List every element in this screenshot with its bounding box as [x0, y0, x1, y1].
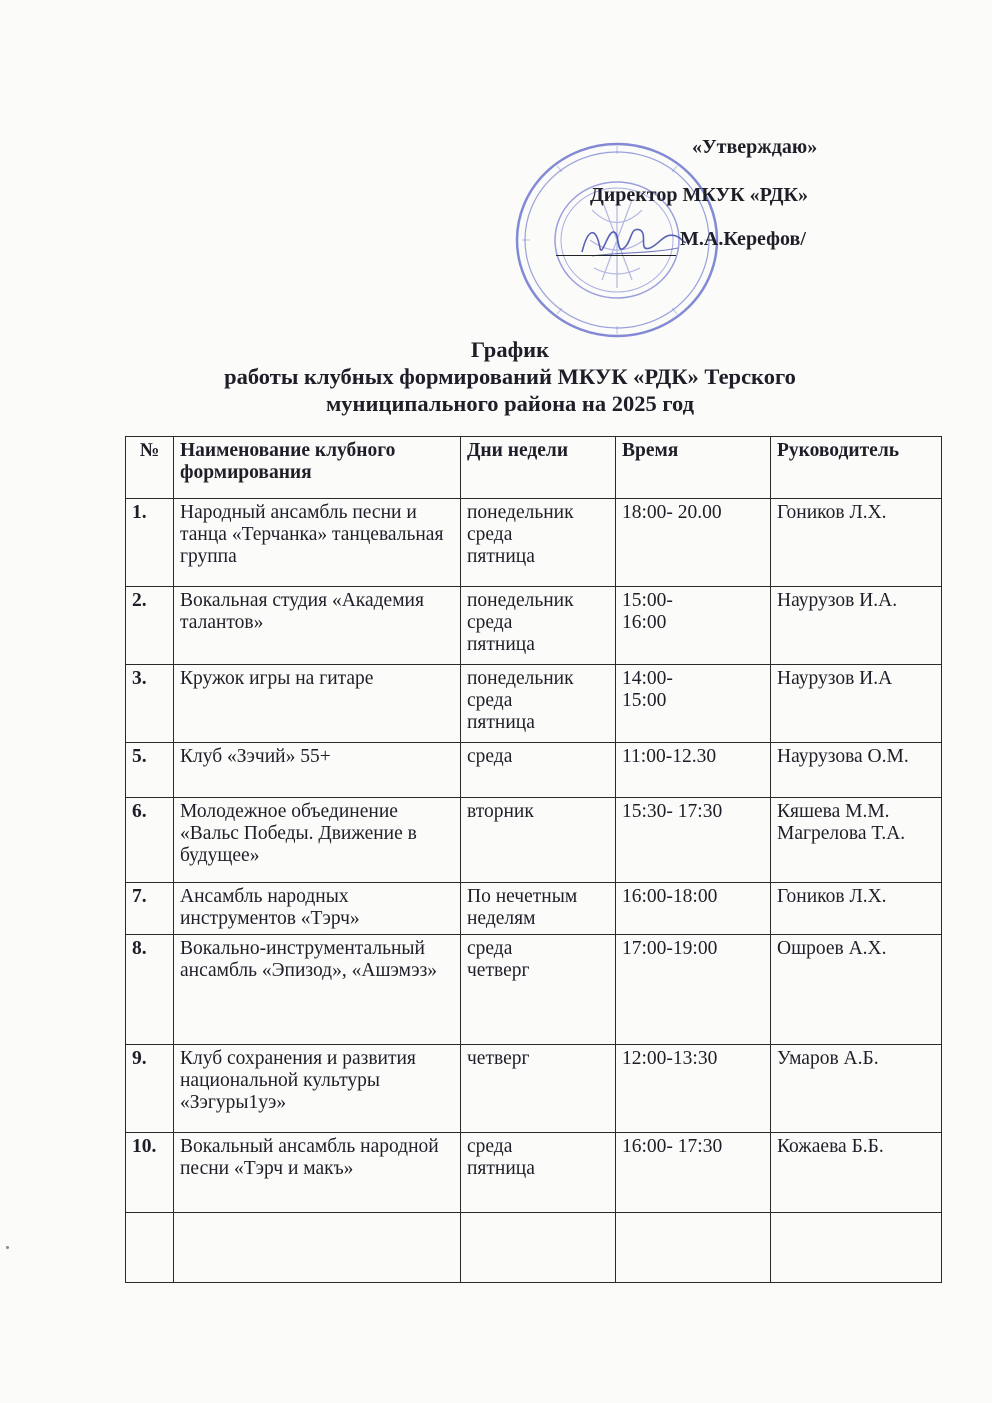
row-num: 6.	[126, 798, 174, 883]
row-days: среда пятница	[461, 1133, 616, 1213]
row-time: 18:00- 20.00	[616, 499, 771, 587]
header-leader: Руководитель	[771, 437, 942, 499]
row-leader: Умаров А.Б.	[771, 1045, 942, 1133]
empty-cell	[126, 1213, 174, 1283]
table-row	[126, 499, 942, 587]
schedule-table	[125, 436, 942, 1283]
table-row	[126, 587, 942, 665]
row-time: 15:00- 16:00	[616, 587, 771, 665]
table-row	[126, 798, 942, 883]
title-line-3: муниципального района на 2025 год	[325, 391, 695, 416]
header-num: №	[126, 437, 174, 499]
row-time: 11:00-12.30	[616, 743, 771, 798]
row-name: Клуб сохранения и развития национальной культуры «Зэгуры1уэ»	[174, 1045, 461, 1133]
empty-cell	[461, 1213, 616, 1283]
row-num: 10.	[126, 1133, 174, 1213]
row-leader: Гоников Л.Х.	[771, 883, 942, 935]
row-name: Вокальная студия «Академия талантов»	[174, 587, 461, 665]
approval-line-3: М.А.Керефов/	[680, 228, 806, 250]
table-row	[126, 935, 942, 1045]
row-leader: Кожаева Б.Б.	[771, 1133, 942, 1213]
table-row	[126, 743, 942, 798]
row-num: 7.	[126, 883, 174, 935]
row-days: четверг	[461, 1045, 616, 1133]
row-time: 17:00-19:00	[616, 935, 771, 1045]
row-name: Народный ансамбль песни и танца «Терчанка» танцевальная группа	[174, 499, 461, 587]
row-num: 2.	[126, 587, 174, 665]
row-num: 3.	[126, 665, 174, 743]
header-days: Дни недели	[461, 437, 616, 499]
row-name: Вокально-инструментальный ансамбль «Эпизод», «Ашэмэз»	[174, 935, 461, 1045]
row-days: По нечетным неделям	[461, 883, 616, 935]
row-days: понедельник среда пятница	[461, 665, 616, 743]
row-name: Молодежное объединение «Вальс Победы. Движение в будущее»	[174, 798, 461, 883]
row-time: 15:30- 17:30	[616, 798, 771, 883]
row-leader: Наурузова О.М.	[771, 743, 942, 798]
scan-speck	[6, 1246, 9, 1249]
header-name: Наименование клубного формирования	[174, 437, 461, 499]
row-time: 16:00- 17:30	[616, 1133, 771, 1213]
row-leader: Наурузов И.А.	[771, 587, 942, 665]
row-num: 1.	[126, 499, 174, 587]
title-line-2: работы клубных формирований МКУК «РДК» Терского	[224, 364, 796, 389]
row-name: Вокальный ансамбль народной песни «Тэрч и макъ»	[174, 1133, 461, 1213]
row-days: понедельник среда пятница	[461, 587, 616, 665]
header-time: Время	[616, 437, 771, 499]
row-num: 5.	[126, 743, 174, 798]
document-title	[130, 336, 890, 417]
empty-cell	[174, 1213, 461, 1283]
signature-line	[556, 255, 676, 256]
approval-line-1: «Утверждаю»	[692, 136, 818, 158]
row-name: Кружок игры на гитаре	[174, 665, 461, 743]
row-num: 8.	[126, 935, 174, 1045]
table-row	[126, 1045, 942, 1133]
row-name: Ансамбль народных инструментов «Тэрч»	[174, 883, 461, 935]
approval-line-2: Директор МКУК «РДК»	[590, 184, 808, 206]
table-row	[126, 1133, 942, 1213]
row-num: 9.	[126, 1045, 174, 1133]
row-days: понедельник среда пятница	[461, 499, 616, 587]
row-leader: Наурузов И.А	[771, 665, 942, 743]
row-days: среда четверг	[461, 935, 616, 1045]
title-line-1: График	[470, 337, 550, 362]
table-header-row	[126, 437, 942, 499]
row-leader: Гоников Л.Х.	[771, 499, 942, 587]
row-leader: Ошроев А.Х.	[771, 935, 942, 1045]
table-row	[126, 883, 942, 935]
table-row	[126, 665, 942, 743]
row-name: Клуб «Зэчий» 55+	[174, 743, 461, 798]
row-time: 16:00-18:00	[616, 883, 771, 935]
row-days: вторник	[461, 798, 616, 883]
empty-cell	[771, 1213, 942, 1283]
row-days: среда	[461, 743, 616, 798]
row-leader: Кяшева М.М. Магрелова Т.А.	[771, 798, 942, 883]
table-row-empty	[126, 1213, 942, 1283]
empty-cell	[616, 1213, 771, 1283]
signature-icon	[578, 218, 688, 264]
approval-block	[0, 0, 992, 330]
row-time: 12:00-13:30	[616, 1045, 771, 1133]
row-time: 14:00- 15:00	[616, 665, 771, 743]
